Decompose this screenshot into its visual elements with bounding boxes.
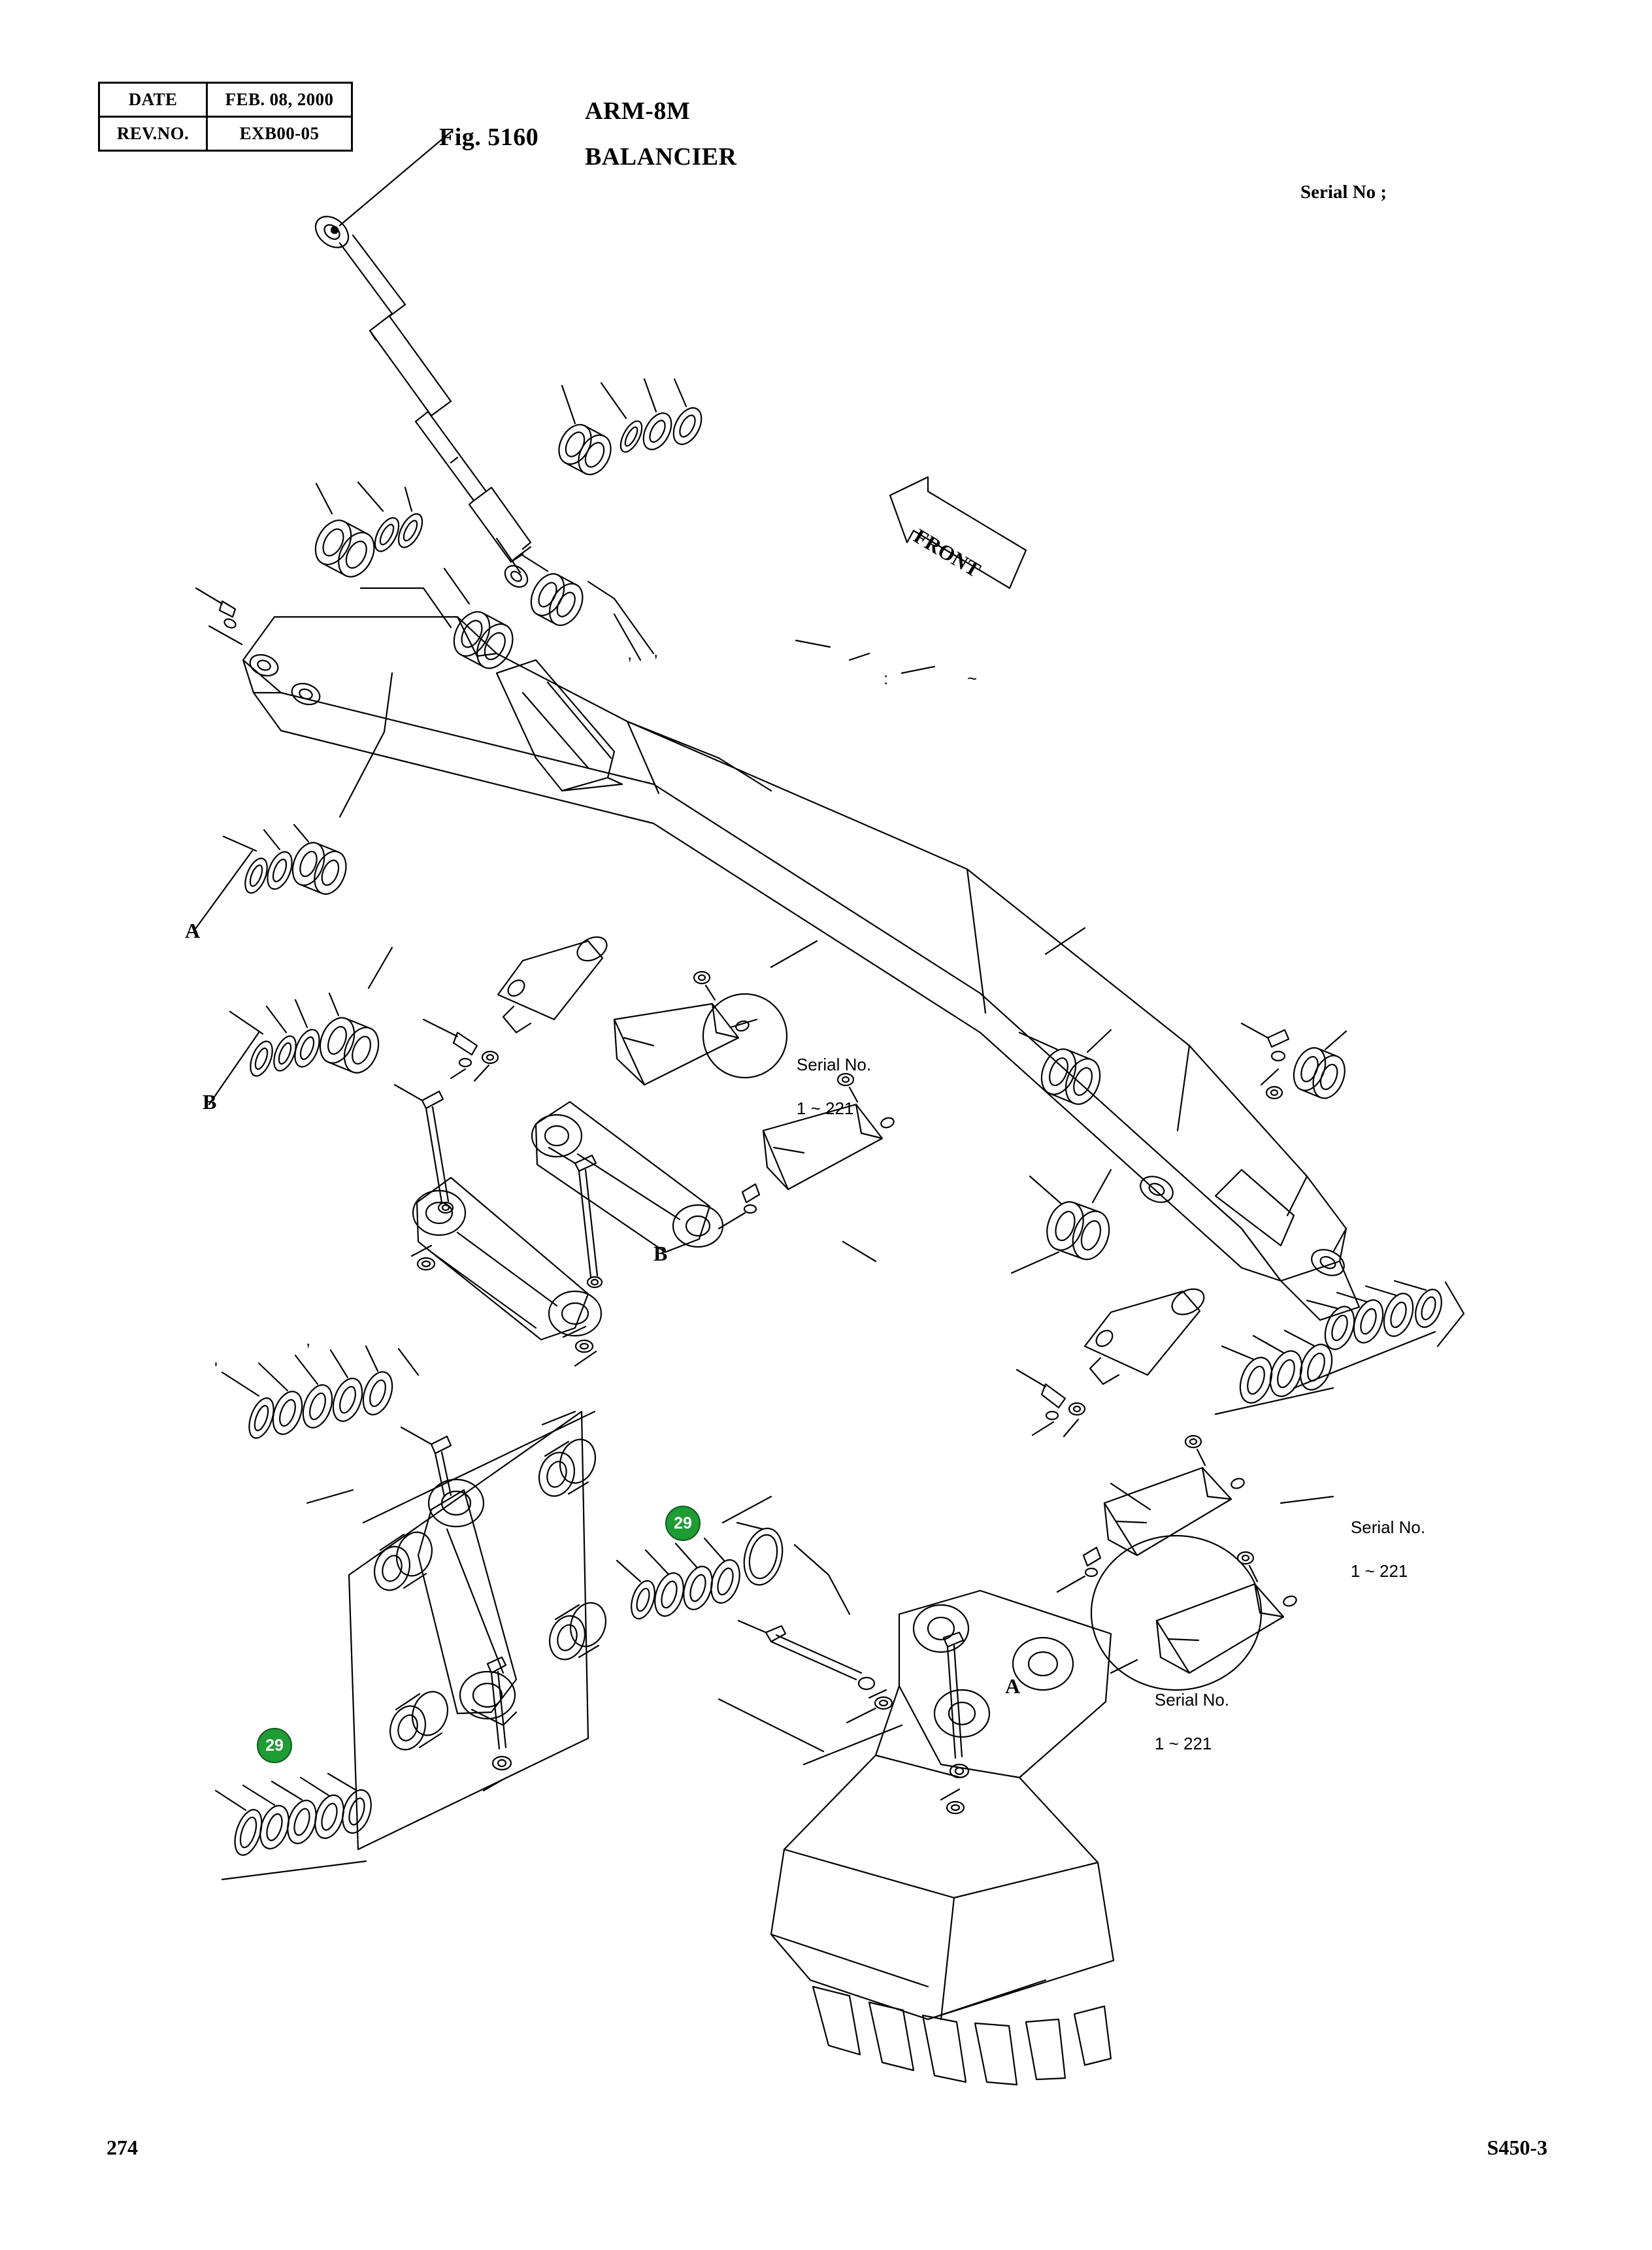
mark-2: , — [653, 641, 659, 661]
mark-5: , — [306, 1330, 311, 1349]
bushing-set-b — [209, 948, 392, 1104]
label-a-right: A — [1005, 1674, 1021, 1698]
serial-note-2-line1: Serial No. — [1350, 1517, 1426, 1538]
serial-no-header: Serial No ; — [1300, 182, 1387, 203]
front-arrow-label: FRONT — [910, 523, 985, 582]
right-bushing-group — [1019, 1023, 1351, 1109]
right-bushing-stack-b — [1294, 1281, 1464, 1388]
serial-note-2 — [1332, 1495, 1425, 1604]
right-bushing-stack-a — [1215, 1331, 1338, 1414]
bushing-set-a — [196, 673, 392, 928]
date-value: FEB. 08, 2000 — [207, 83, 352, 117]
callout-29-upper[interactable]: 29 — [665, 1506, 701, 1541]
arm-cylinder — [310, 131, 532, 591]
label-b-left: B — [203, 1090, 217, 1114]
table-row — [99, 83, 352, 117]
page-title: ARM-8M — [585, 97, 691, 125]
bolt-long-right — [549, 1148, 602, 1366]
right-pin-boss-group — [1012, 1170, 1115, 1273]
bushing-stack-left-lower — [222, 1346, 418, 1442]
table-row — [99, 117, 352, 151]
serial-note-1-line2: 1 ~ 221 — [796, 1098, 854, 1118]
mark-1: , — [627, 644, 633, 663]
page-subtitle: BALANCIER — [585, 143, 737, 171]
lower-bracket-plate — [349, 1412, 611, 1849]
page-number: 274 — [107, 2136, 138, 2159]
bucket-assembly — [719, 1591, 1114, 2085]
link-arm-middle — [532, 1102, 723, 1252]
small-cylinder-left — [614, 972, 787, 1085]
revision-label: REV.NO. — [99, 117, 207, 151]
right-cylinder-lower — [1091, 1536, 1298, 1690]
bolt-left-arm — [196, 588, 242, 644]
link-arm-left — [413, 1178, 601, 1340]
date-label: DATE — [99, 83, 207, 117]
serial-note-1 — [778, 1033, 871, 1141]
mark-6: ' — [214, 1359, 218, 1378]
serial-note-2-line2: 1 ~ 221 — [1350, 1561, 1408, 1581]
leader-lines — [307, 640, 1333, 1673]
bolt-long-left — [395, 1085, 453, 1270]
label-b-mid: B — [653, 1242, 668, 1265]
callout-29-lower[interactable]: 29 — [257, 1728, 292, 1763]
label-a-left: A — [185, 919, 201, 942]
revision-value: EXB00-05 — [207, 117, 352, 151]
figure-number: Fig. 5160 — [439, 124, 539, 151]
serial-note-3-line1: Serial No. — [1154, 1690, 1230, 1710]
bushing-stack-top — [553, 379, 707, 480]
bushing-pair-upper-left — [308, 482, 427, 583]
document-code: S450-3 — [1487, 2136, 1547, 2159]
pin-upper-middle — [423, 933, 611, 1081]
arm-main-body — [243, 588, 1359, 1320]
mark-4: ~ — [967, 669, 978, 688]
mark-3: : — [884, 669, 889, 688]
right-cylinder-upper — [1057, 1436, 1246, 1592]
serial-note-1-line1: Serial No. — [796, 1055, 872, 1075]
serial-note-3-line2: 1 ~ 221 — [1154, 1733, 1212, 1753]
serial-note-3 — [1136, 1668, 1229, 1776]
bushing-row-bottom-left — [216, 1774, 376, 1879]
bushing-row-mid-lower — [617, 1497, 850, 1621]
pin-lower-right — [1017, 1284, 1208, 1436]
header-info-table — [98, 82, 353, 152]
bushing-group-mid-upper — [444, 555, 653, 674]
